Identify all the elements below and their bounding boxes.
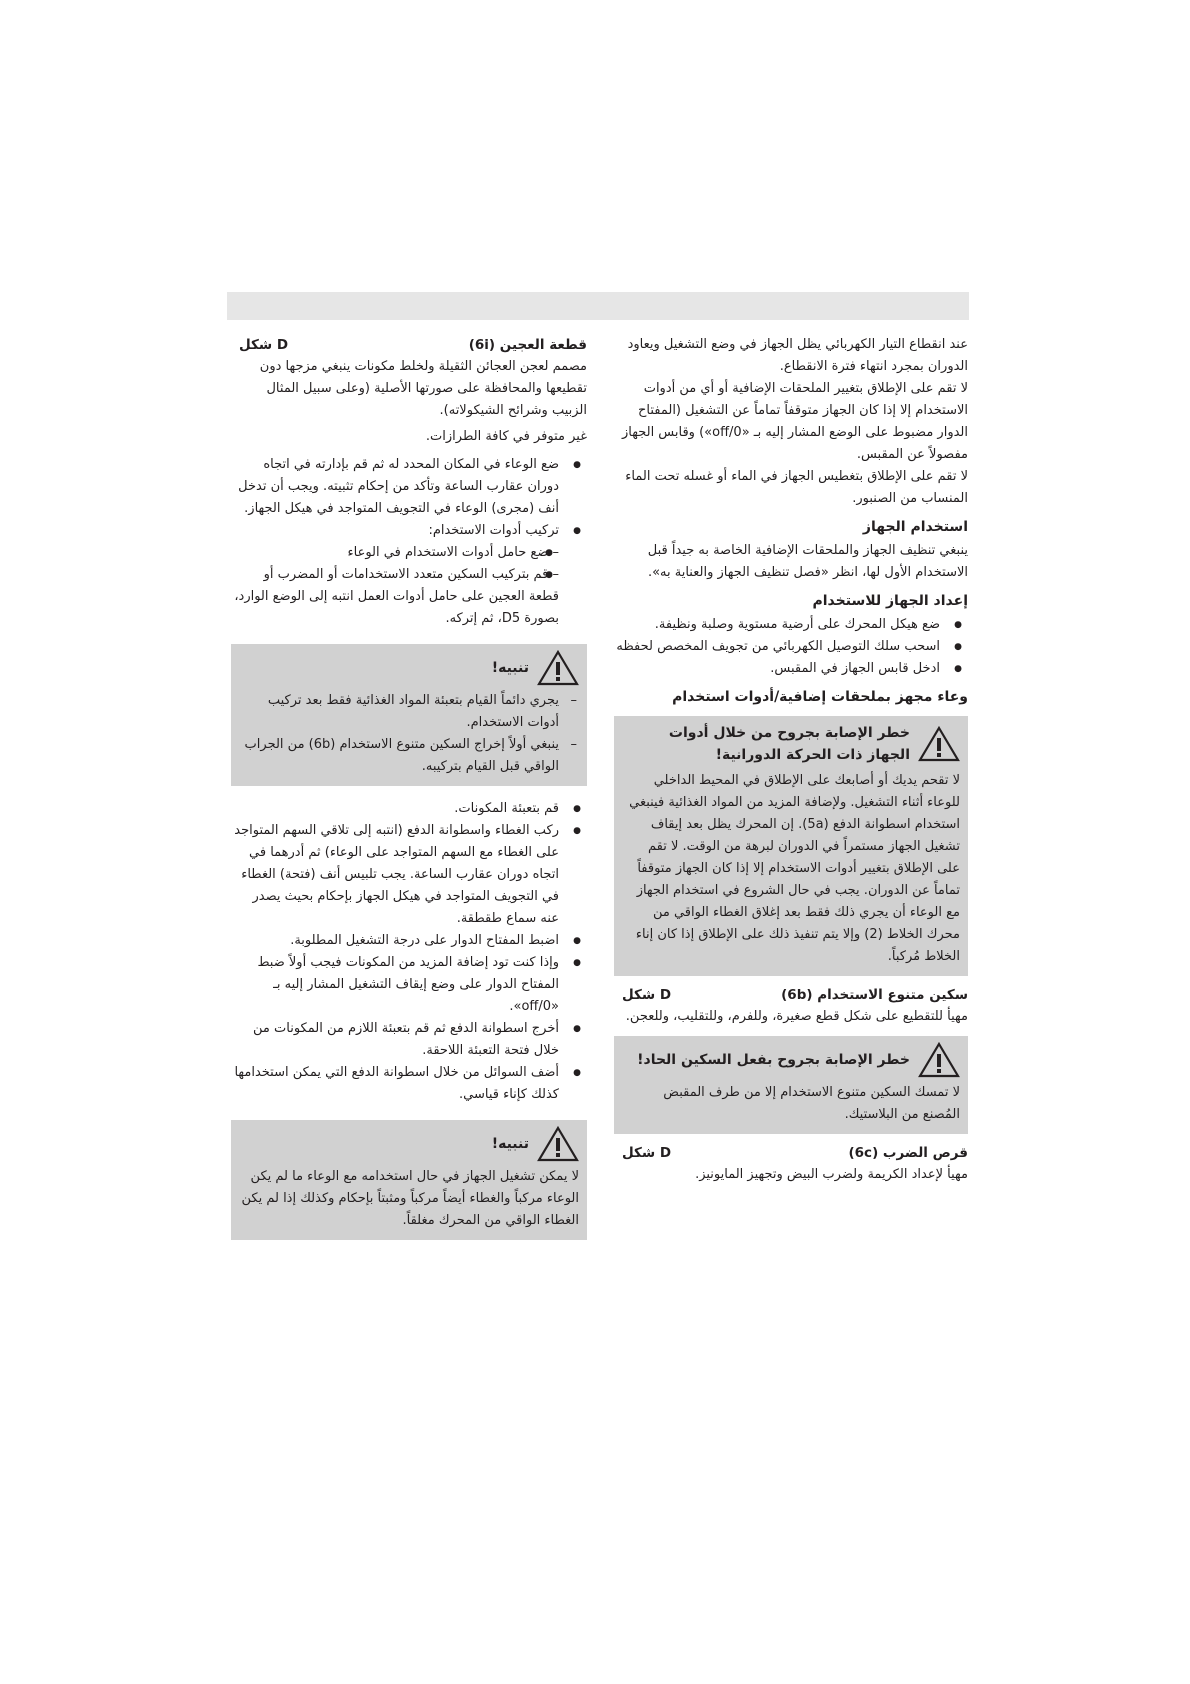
warning-triangle-icon <box>537 650 579 686</box>
sub-list-item: ● – ضع حامل أدوات الاستخدام في الوعاء <box>231 542 559 564</box>
right-column <box>614 334 968 1186</box>
disc-text: مهيأ لإعداد الكريمة ولضرب البيض وتجهيز المايونيز. <box>695 1167 968 1182</box>
list-item: ● اضبط المفتاح الدوار على درجة التشغيل المطلوبة. <box>231 930 587 952</box>
disc-heading-row <box>614 1142 968 1164</box>
danger-box-header <box>622 1042 960 1078</box>
list-item: ● ركب الغطاء واسطوانة الدفع (انتبه إلى تلاقي السهم المتواجد على الغطاء مع السهم المتواجد على الوعاء) ثم أدرهما في اتجاه دوران عقارب الساعة. يجب تلبيس أنف (فتحة) الغطاء في التجويف المتواجد في هيكل الجهاز بإحكام بحيث يصدر عنه سماع طقطقة. <box>231 820 587 930</box>
disc-heading: قرص الضرب (6c) <box>848 1145 968 1161</box>
sub-list <box>231 542 559 630</box>
list-item: ● ضع هيكل المحرك على أرضية مستوية وصلبة ونظيفة. <box>614 614 968 636</box>
warning-triangle-icon <box>537 1126 579 1162</box>
use-text: ينبغي تنظيف الجهاز والملحقات الإضافية الخاصة به جيداً قبل الاستخدام الأول لها، انظر «فصل تنظيف الجهاز والعناية به». <box>647 543 968 580</box>
use-heading: استخدام الجهاز <box>862 519 968 535</box>
warning-text: لا يمكن تشغيل الجهاز في حال استخدامه مع الوعاء ما لم يكن الوعاء مركباً والغطاء أيضاً مركباً ومثبتاً بإحكام وكذلك إذا لم يكن الغطاء الواقي من المحرك مغلقاً. <box>241 1169 579 1228</box>
prep-heading: إعداد الجهاز للاستخدام <box>812 593 968 609</box>
list-item: ● ادخل قابس الجهاز في المقبس. <box>614 658 968 680</box>
danger-text: لا تمسك السكين متنوع الاستخدام إلا من طرف المقبض المُصنع من البلاستيك. <box>663 1085 960 1122</box>
knife-figure-ref: شكل D <box>622 987 672 1003</box>
danger-text: لا تقحم يديك أو أصابعك على الإطلاق في المحيط الداخلي للوعاء أثناء التشغيل. ولإضافة المزيد من المواد الغذائية فينبغي استخدام اسطوانة الدفع (5a). إن المحرك يظل بعد إيقاف تشغيل الجهاز مستمراً في الدوران لبرهة من الوقت. لا تقم على الإطلاق بتغيير أدوات الاستخدام إلا إذا كان الجهاز متوقفاً تماماً عن الدوران. يجب في حال الشروع في استخدام الجهاز مع الوعاء أن يجري ذلك فقط بعد إغلاق الغطاء الواقي من محرك الخلاط (2) وإلا يتم تنفيذ ذلك على الإطلاق إذا كان إناء الخلاط مُركباً. <box>629 773 960 964</box>
dough-heading-row <box>231 334 587 356</box>
warning-box-header <box>239 650 579 686</box>
list-item: ● اسحب سلك التوصيل الكهربائي من تجويف المخصص لحفظه <box>614 636 968 658</box>
danger-box-rotating <box>614 716 968 976</box>
warning-triangle-icon <box>918 1042 960 1078</box>
warning-title: تنبيه! <box>491 1136 529 1152</box>
intro-paragraph-2: لا تقم على الإطلاق بتغيير الملحقات الإضافية أو أي من أدوات الاستخدام إلا إذا كان الجهاز متوقفاً تماماً عن التشغيل (المفتاح الدوار مضبوط على الوضع المشار إليه بـ «off/0») وقابس الجهاز مفصولاً عن المقبس. <box>621 381 968 462</box>
sub-list-item: ● – قم بتركيب السكين متعدد الاستخدامات أو المضرب أو قطعة العجين على حامل أدوات العمل انتبه إلى الوضع الوارد، بصورة D5، ثم إتركه. <box>231 564 559 630</box>
prep-list <box>614 614 968 680</box>
steps-list-2 <box>231 798 587 1106</box>
dough-note: غير متوفر في كافة الطرازات. <box>425 429 587 444</box>
list-item-text: تركيب أدوات الاستخدام: <box>428 523 559 538</box>
list-item <box>231 520 587 630</box>
list-item: ● ضع الوعاء في المكان المحدد له ثم قم بإدارته في اتجاه دوران عقارب الساعة وتأكد من إحكام تثبيته. ويجب أن تدخل أنف (مجرى) الوعاء في التجويف المتواجد في هيكل الجهاز. <box>231 454 587 520</box>
header-bar <box>227 292 969 320</box>
danger-box-knife <box>614 1036 968 1134</box>
list-item: ● أضف السوائل من خلال اسطوانة الدفع التي يمكن استخدامها كذلك كإناء قياسي. <box>231 1062 587 1106</box>
warning-list <box>239 690 579 778</box>
warning-box-1 <box>231 644 587 786</box>
intro-paragraph-3: لا تقم على الإطلاق بتغطيس الجهاز في الماء أو غسله تحت الماء المنساب من الصنبور. <box>625 469 968 506</box>
bowl-heading: وعاء مجهز بملحقات إضافية/أدوات استخدام <box>672 689 968 705</box>
list-item: – يجري دائماً القيام بتعبئة المواد الغذائية فقط بعد تركيب أدوات الاستخدام. <box>239 690 579 734</box>
list-item: ● أخرج اسطوانة الدفع ثم قم بتعبئة اللازم من المكونات من خلال فتحة التعبئة اللاحقة. <box>231 1018 587 1062</box>
disc-figure-ref: شكل D <box>622 1145 672 1161</box>
knife-text: مهيأ للتقطيع على شكل قطع صغيرة، وللفرم، وللتقليب، وللعجن. <box>625 1009 968 1024</box>
dough-heading: قطعة العجين (6i) <box>468 337 587 353</box>
warning-title: تنبيه! <box>491 660 529 676</box>
warning-triangle-icon <box>918 726 960 762</box>
danger-title: خطر الإصابة بجروح من خلال أدوات الجهاز ذات الحركة الدورانية! <box>668 725 910 763</box>
list-item: ● قم بتعبئة المكونات. <box>231 798 587 820</box>
steps-list-1 <box>231 454 587 630</box>
warning-box-header <box>239 1126 579 1162</box>
intro-paragraph-1: عند انقطاع التيار الكهربائي يظل الجهاز في وضع التشغيل ويعاود الدوران بمجرد انتهاء فترة الانقطاع. <box>627 337 968 374</box>
warning-box-2 <box>231 1120 587 1240</box>
list-item: – ينبغي أولاً إخراج السكين متنوع الاستخدام (6b) من الجراب الواقي قبل القيام بتركيبه. <box>239 734 579 778</box>
knife-heading-row <box>614 984 968 1006</box>
dough-figure-ref: شكل D <box>239 337 289 353</box>
danger-title: خطر الإصابة بجروح بفعل السكين الحاد! <box>637 1052 910 1068</box>
dough-text: مصمم لعجن العجائن الثقيلة ولخلط مكونات ينبغي مزجها دون تقطيعها والمحافظة على صورتها الأصلية (وعلى سبيل المثال الزبيب وشرائح الشيكولاته). <box>259 359 587 418</box>
danger-box-header <box>622 722 960 766</box>
knife-heading: سكين متنوع الاستخدام (6b) <box>781 987 968 1003</box>
left-column <box>231 334 587 1248</box>
list-item: ● وإذا كنت تود إضافة المزيد من المكونات فيجب أولاً ضبط المفتاح الدوار على وضع إيقاف التشغيل المشار إليه بـ «off/0». <box>231 952 587 1018</box>
